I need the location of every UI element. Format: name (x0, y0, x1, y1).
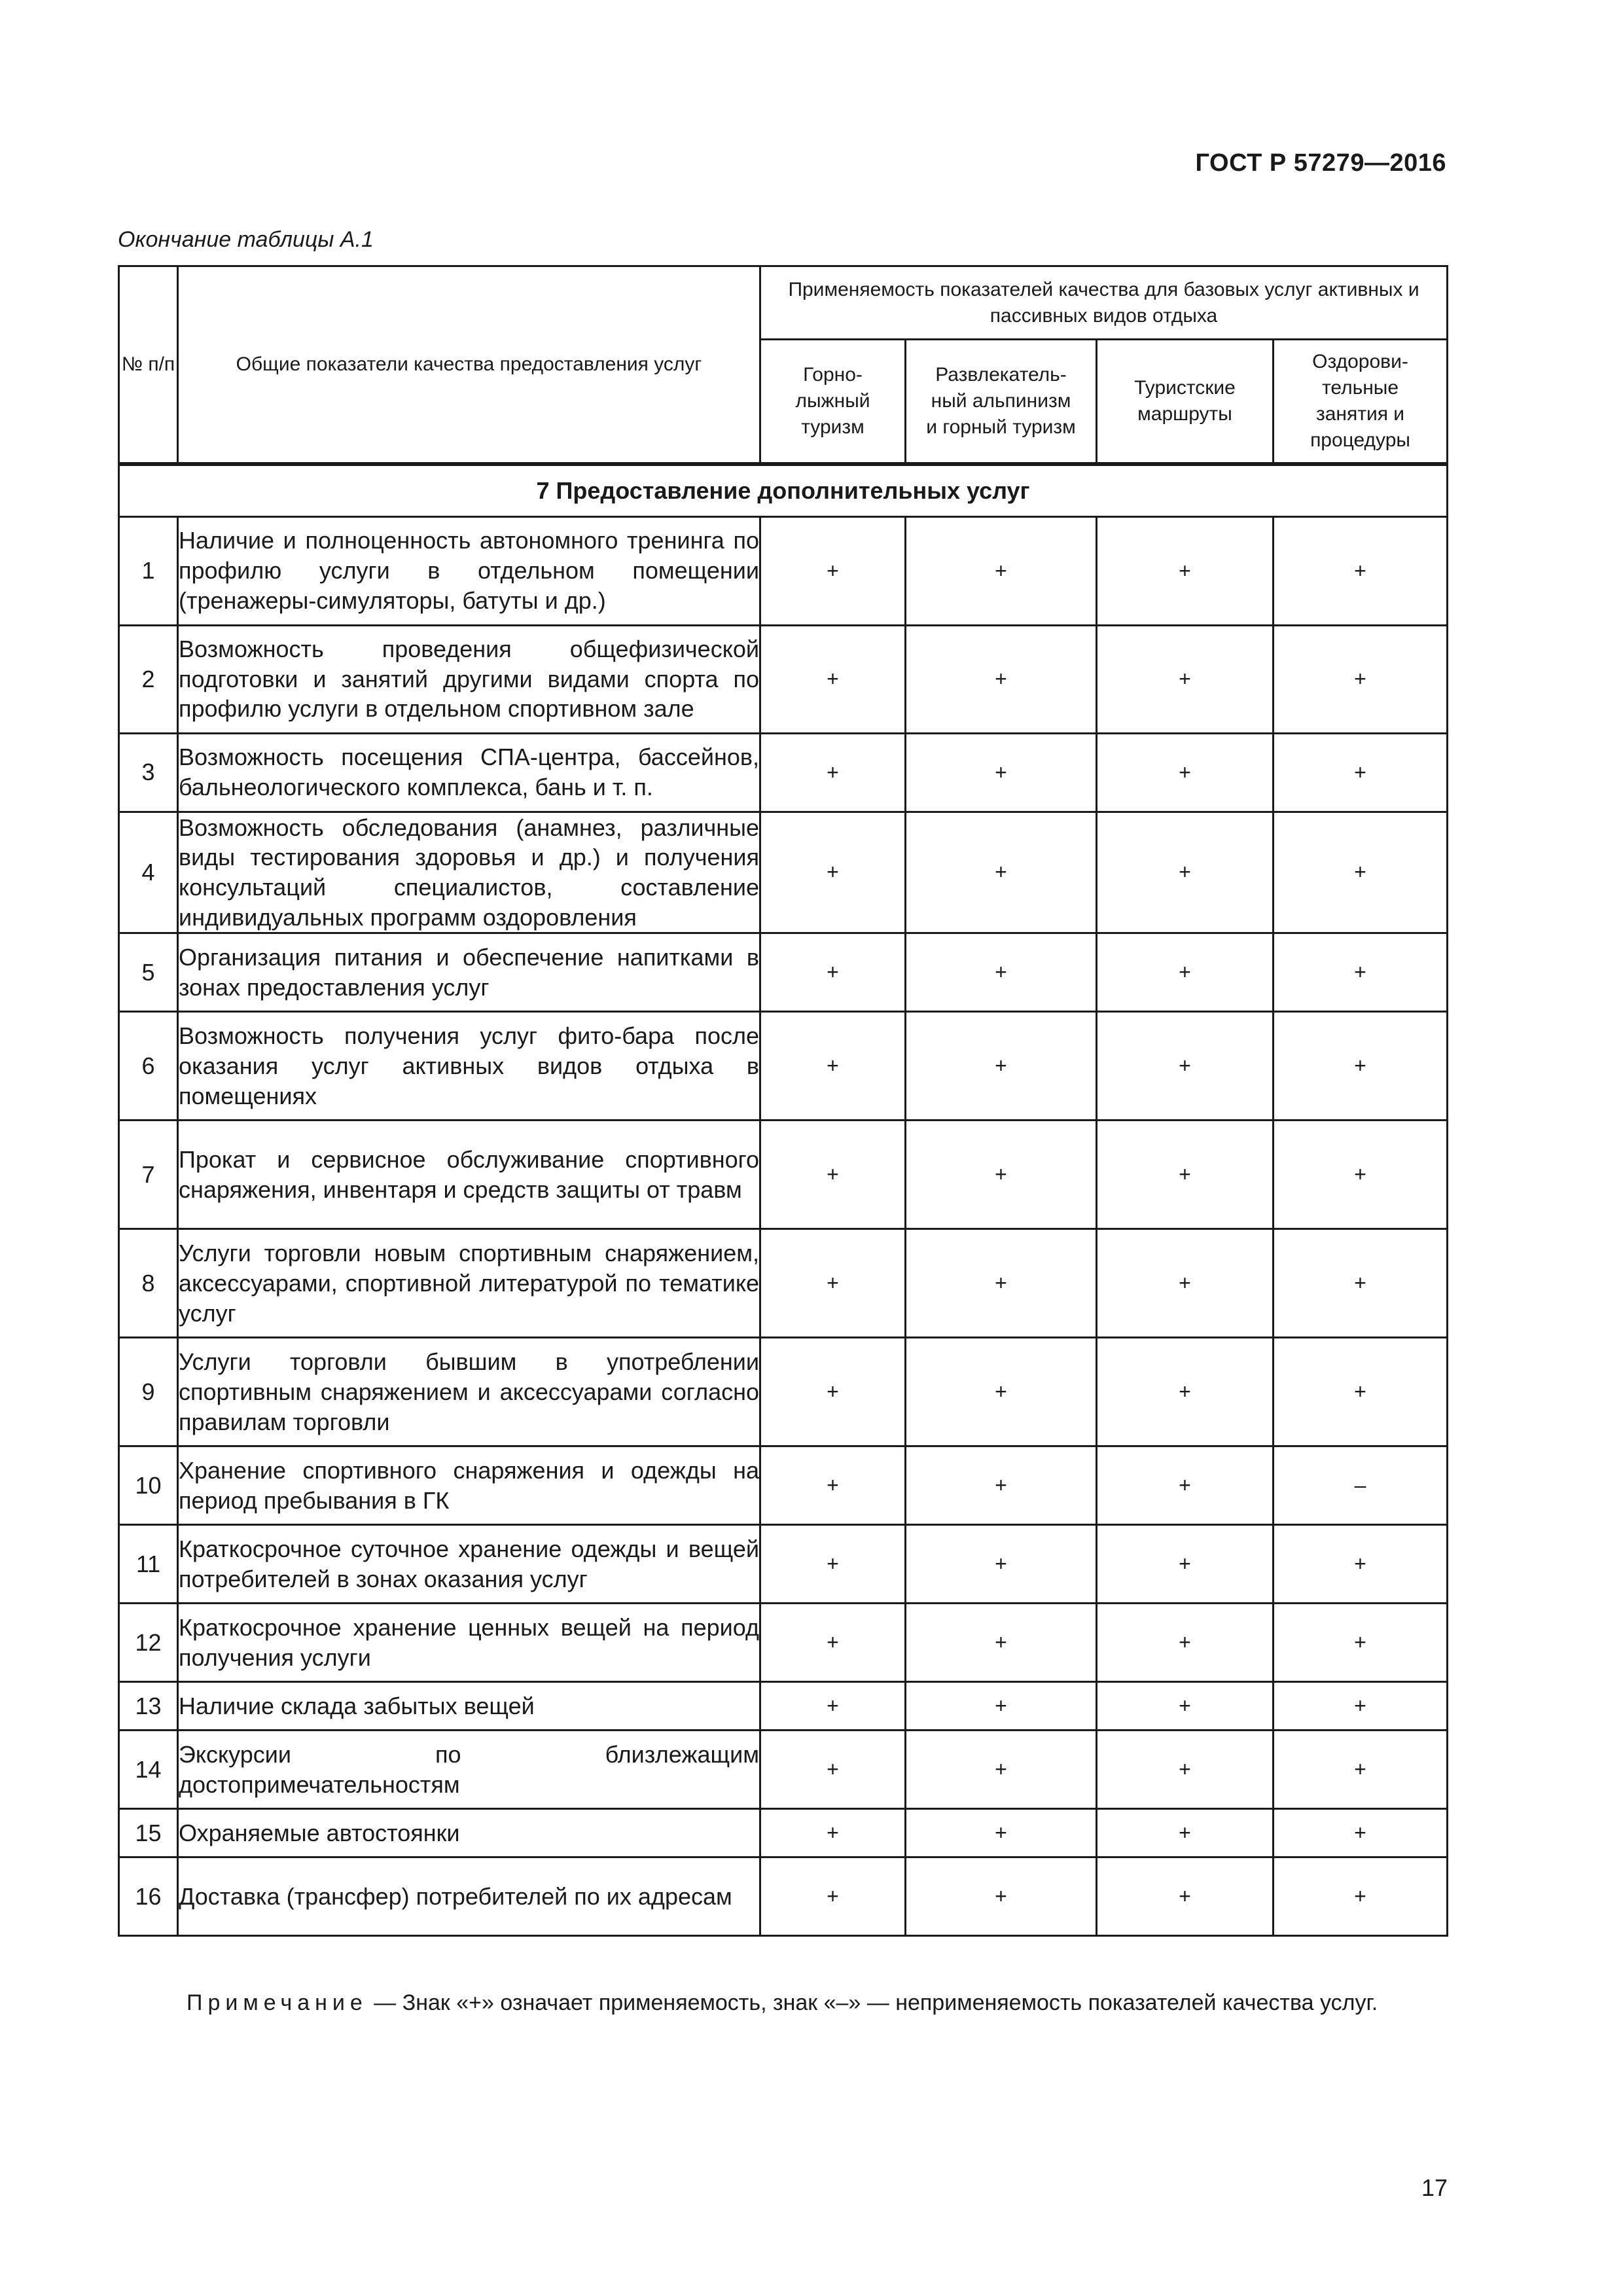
applicability-mark: + (1274, 625, 1448, 733)
applicability-mark: + (1097, 1446, 1274, 1525)
applicability-mark: + (1097, 733, 1274, 812)
applicability-mark: + (760, 1857, 906, 1936)
applicability-mark: + (760, 812, 906, 933)
applicability-mark: + (760, 933, 906, 1012)
applicability-mark: + (1274, 1121, 1448, 1229)
row-indicator-text: Организация питания и обеспечение напитками в зонах предоставления услуг (178, 933, 760, 1012)
applicability-mark: + (760, 1682, 906, 1731)
applicability-mark: + (1097, 1338, 1274, 1446)
applicability-mark: + (760, 1604, 906, 1682)
applicability-mark: + (906, 1012, 1097, 1121)
applicability-mark: + (760, 1121, 906, 1229)
table-row (119, 1446, 1448, 1525)
table-row (119, 625, 1448, 733)
applicability-mark: + (1274, 1338, 1448, 1446)
row-indicator-text: Прокат и сервисное обслуживание спортивного снаряжения, инвентаря и средств защиты от травм (178, 1121, 760, 1229)
header-mountaineering: Развлекатель-ный альпинизм и горный туризм (906, 340, 1097, 464)
table-row (119, 733, 1448, 812)
applicability-mark: + (1274, 1731, 1448, 1809)
row-number: 2 (119, 625, 178, 733)
applicability-mark: + (906, 933, 1097, 1012)
table-row (119, 1604, 1448, 1682)
section-title: 7 Предоставление дополнительных услуг (119, 464, 1448, 517)
standard-code: ГОСТ Р 57279—2016 (1195, 149, 1446, 177)
applicability-mark: + (1274, 812, 1448, 933)
row-number: 10 (119, 1446, 178, 1525)
applicability-mark: + (1274, 1604, 1448, 1682)
row-indicator-text: Доставка (трансфер) потребителей по их адресам (178, 1857, 760, 1936)
applicability-mark: + (906, 1121, 1097, 1229)
header-number: № п/п (119, 266, 178, 464)
page-number: 17 (1421, 2174, 1448, 2201)
applicability-mark: + (906, 812, 1097, 933)
applicability-mark: + (1274, 933, 1448, 1012)
header-health-procedures: Оздорови-тельные занятия и процедуры (1274, 340, 1448, 464)
header-tourist-routes: Туристские маршруты (1097, 340, 1274, 464)
applicability-mark: + (1274, 1809, 1448, 1857)
row-indicator-text: Наличие склада забытых вещей (178, 1682, 760, 1731)
applicability-mark: + (1097, 933, 1274, 1012)
row-indicator-text: Краткосрочное суточное хранение одежды и вещей потребителей в зонах оказания услуг (178, 1525, 760, 1604)
table-row (119, 1525, 1448, 1604)
applicability-mark: + (1097, 1525, 1274, 1604)
row-indicator-text: Наличие и полноценность автономного тренинга по профилю услуги в отдельном помещении (тренажеры-симуляторы, батуты и др.) (178, 516, 760, 625)
row-number: 6 (119, 1012, 178, 1121)
row-number: 14 (119, 1731, 178, 1809)
applicability-mark: + (1097, 1857, 1274, 1936)
row-number: 11 (119, 1525, 178, 1604)
row-number: 12 (119, 1604, 178, 1682)
applicability-mark: + (1097, 1229, 1274, 1338)
applicability-mark: + (760, 1012, 906, 1121)
applicability-mark: + (760, 1731, 906, 1809)
row-indicator-text: Возможность посещения СПА-центра, бассейнов, бальнеологического комплекса, бань и т. п. (178, 733, 760, 812)
applicability-mark: – (1274, 1446, 1448, 1525)
row-indicator-text: Экскурсии по близлежащим достопримечательностям (178, 1731, 760, 1809)
applicability-mark: + (906, 1525, 1097, 1604)
table-row (119, 812, 1448, 933)
applicability-mark: + (760, 1338, 906, 1446)
row-number: 16 (119, 1857, 178, 1936)
applicability-mark: + (906, 516, 1097, 625)
row-number: 8 (119, 1229, 178, 1338)
applicability-mark: + (906, 1446, 1097, 1525)
table-row (119, 933, 1448, 1012)
applicability-mark: + (760, 1525, 906, 1604)
applicability-mark: + (906, 1731, 1097, 1809)
applicability-mark: + (760, 1809, 906, 1857)
table-row (119, 1682, 1448, 1731)
row-number: 1 (119, 516, 178, 625)
applicability-mark: + (1097, 1121, 1274, 1229)
table-row (119, 1731, 1448, 1809)
applicability-mark: + (906, 1857, 1097, 1936)
table-row (119, 1809, 1448, 1857)
applicability-mark: + (1274, 1525, 1448, 1604)
table-row (119, 1012, 1448, 1121)
applicability-mark: + (906, 625, 1097, 733)
applicability-mark: + (906, 1604, 1097, 1682)
header-applicability-group: Применяемость показателей качества для базовых услуг активных и пассивных видов отдыха (760, 266, 1448, 340)
row-indicator-text: Охраняемые автостоянки (178, 1809, 760, 1857)
row-number: 5 (119, 933, 178, 1012)
header-ski-tourism: Горно-лыжный туризм (760, 340, 906, 464)
applicability-mark: + (1274, 733, 1448, 812)
row-number: 15 (119, 1809, 178, 1857)
applicability-mark: + (906, 733, 1097, 812)
table-row (119, 1229, 1448, 1338)
applicability-mark: + (906, 1682, 1097, 1731)
row-indicator-text: Возможность проведения общефизической подготовки и занятий другими видами спорта по профилю услуги в отдельном спортивном зале (178, 625, 760, 733)
row-indicator-text: Услуги торговли бывшим в употреблении спортивным снаряжением и аксессуарами согласно правилам торговли (178, 1338, 760, 1446)
applicability-mark: + (1274, 1012, 1448, 1121)
applicability-mark: + (1274, 1857, 1448, 1936)
applicability-mark: + (1097, 516, 1274, 625)
row-indicator-text: Краткосрочное хранение ценных вещей на период получения услуги (178, 1604, 760, 1682)
applicability-mark: + (906, 1338, 1097, 1446)
note-text: — Знак «+» означает применяемость, знак «–» — неприменяемость показателей качества услуг. (367, 1990, 1378, 2015)
applicability-mark: + (1274, 1229, 1448, 1338)
applicability-mark: + (760, 1229, 906, 1338)
applicability-mark: + (1097, 1731, 1274, 1809)
applicability-mark: + (760, 625, 906, 733)
table-row (119, 1857, 1448, 1936)
row-number: 7 (119, 1121, 178, 1229)
applicability-mark: + (906, 1229, 1097, 1338)
row-indicator-text: Возможность получения услуг фито-бара после оказания услуг активных видов отдыха в помещениях (178, 1012, 760, 1121)
row-indicator-text: Возможность обследования (анамнез, различные виды тестирования здоровья и др.) и получения консультаций специалистов, составление индивидуальных программ оздоровления (178, 812, 760, 933)
table-row (119, 516, 1448, 625)
row-number: 13 (119, 1682, 178, 1731)
applicability-mark: + (760, 1446, 906, 1525)
table-row (119, 1121, 1448, 1229)
applicability-mark: + (1274, 516, 1448, 625)
applicability-mark: + (1097, 1012, 1274, 1121)
note-label: Примечание (187, 1990, 368, 2015)
applicability-mark: + (760, 516, 906, 625)
row-number: 9 (119, 1338, 178, 1446)
table-note (118, 1987, 1446, 2018)
row-indicator-text: Услуги торговли новым спортивным снаряжением, аксессуарами, спортивной литературой по тематике услуг (178, 1229, 760, 1338)
applicability-mark: + (1097, 1809, 1274, 1857)
applicability-mark: + (1097, 625, 1274, 733)
row-number: 3 (119, 733, 178, 812)
applicability-mark: + (1097, 1604, 1274, 1682)
applicability-mark: + (906, 1809, 1097, 1857)
quality-indicators-table (118, 265, 1448, 1937)
row-number: 4 (119, 812, 178, 933)
applicability-mark: + (1097, 812, 1274, 933)
row-indicator-text: Хранение спортивного снаряжения и одежды на период пребывания в ГК (178, 1446, 760, 1525)
applicability-mark: + (1274, 1682, 1448, 1731)
applicability-mark: + (1097, 1682, 1274, 1731)
table-row (119, 1338, 1448, 1446)
table-continuation-label: Окончание таблицы А.1 (118, 227, 374, 252)
applicability-mark: + (760, 733, 906, 812)
header-indicator: Общие показатели качества предоставления услуг (178, 266, 760, 464)
